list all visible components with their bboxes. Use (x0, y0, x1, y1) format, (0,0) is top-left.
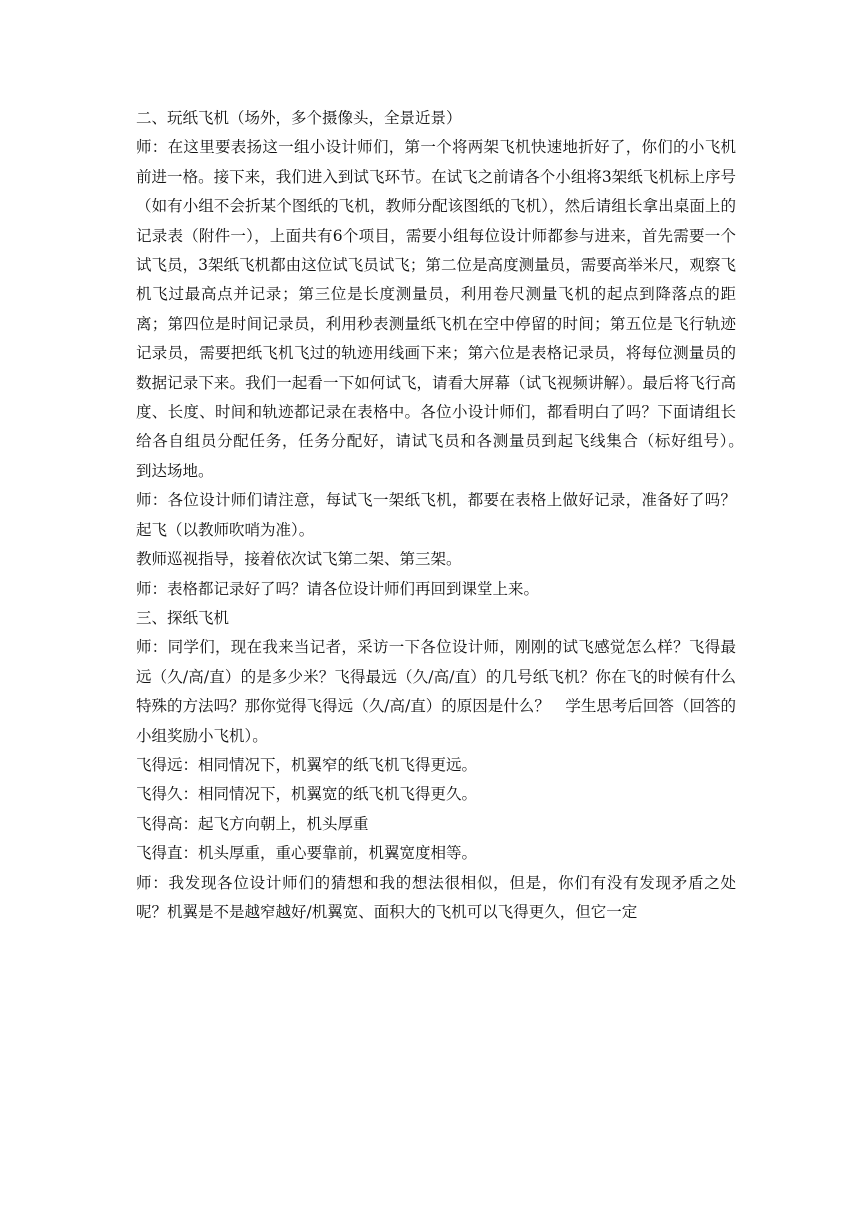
teacher-interview-paragraph: 师：同学们，现在我来当记者，采访一下各位设计师，刚刚的试飞感觉怎么样？飞得最远（久/高/直）的是多少米？飞得最远（久/高/直）的几号纸飞机？你在飞的时候有什么特殊的方法吗？那你觉得飞得远（久/高/直）的原因是什么？ 学生思考后回答（回答的小组奖励小飞机）。 (136, 638, 736, 745)
finding-fly-long: 飞得久：相同情况下，机翼宽的纸飞机飞得更久。 (136, 785, 478, 804)
document-page (136, 104, 752, 927)
finding-fly-straight: 飞得直：机头厚重，重心要靠前，机翼宽度相等。 (136, 844, 478, 863)
section-heading-play-paper-plane: 二、玩纸飞机（场外，多个摄像头，全景近景） (136, 109, 462, 127)
finding-fly-far: 飞得远：相同情况下，机翼窄的纸飞机飞得更远。 (136, 755, 478, 774)
section-heading-explore-paper-plane: 三、探纸飞机 (136, 608, 230, 627)
teacher-guidance-paragraph: 教师巡视指导，接着依次试飞第二架、第三架。 (136, 550, 462, 569)
finding-fly-high: 飞得高：起飞方向朝上，机头厚重 (136, 814, 369, 833)
teacher-contradiction-paragraph: 师：我发现各位设计师们的猜想和我的想法很相似，但是，你们有没有发现矛盾之处呢？机翼是不是越窄越好/机翼宽、面积大的飞机可以飞得更久，但它一定 (136, 873, 736, 921)
teacher-attention-paragraph: 师：各位设计师们请注意，每试飞一架纸飞机，都要在表格上做好记录，准备好了吗？起飞（以教师吹哨为准）。 (136, 491, 736, 539)
teacher-return-paragraph: 师：表格都记录好了吗？请各位设计师们再回到课堂上来。 (136, 579, 540, 598)
teacher-instructions-paragraph: 师：在这里要表扬这一组小设计师们，第一个将两架飞机快速地折好了，你们的小飞机前进一格。接下来，我们进入到试飞环节。在试飞之前请各个小组将3架纸飞机标上序号（如有小组不会折某个图纸的飞机，教师分配该图纸的飞机），然后请组长拿出桌面上的记录表（附件一），上面共有6个项目，需要小组每位设计师都参与进来，首先需要一个试飞员，3架纸飞机都由这位试飞员试飞；第二位是高度测量员，需要高举米尺，观察飞机飞过最高点并记录；第三位是长度测量员，利用卷尺测量飞机的起点到降落点的距离；第四位是时间记录员，利用秒表测量纸飞机在空中停留的时间；第五位是飞行轨迹记录员，需要把纸飞机飞过的轨迹用线画下来；第六位是表格记录员，将每位测量员的数据记录下来。我们一起看一下如何试飞，请看大屏幕（试飞视频讲解）。最后将飞行高度、长度、时间和轨迹都记录在表格中。各位小设计师们，都看明白了吗？下面请组长给各自组员分配任务，任务分配好，请试飞员和各测量员到起飞线集合（标好组号）。 到达场地。 (136, 138, 752, 480)
